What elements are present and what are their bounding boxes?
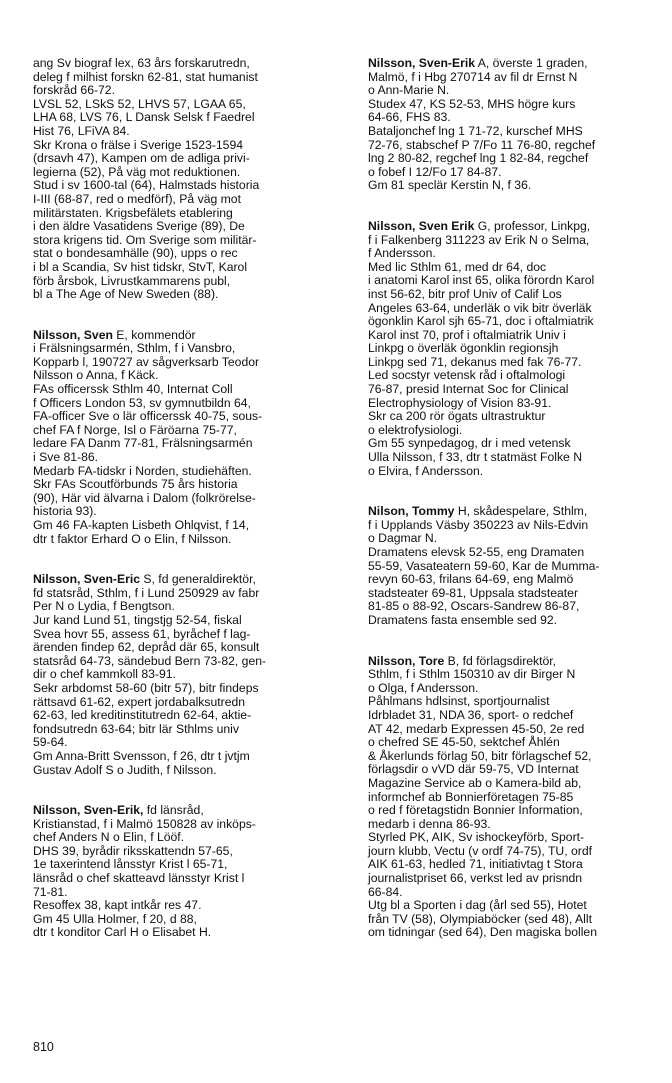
entry-line xyxy=(368,845,672,859)
entry-line xyxy=(33,899,338,913)
entry-text: DHS 39, byrådir riksskattendn 57-65, xyxy=(33,843,233,858)
entry-line xyxy=(368,872,672,886)
entry-text: Gm 55 synpedagog, dr i med vetensk xyxy=(368,436,571,451)
entry-line xyxy=(33,533,338,547)
entry-text: fondsutredn 63-64; bitr lär Sthlms univ xyxy=(33,721,239,736)
entry-line xyxy=(368,763,672,777)
entry-text: stora krigens tid. Om Sverige som militär- xyxy=(33,232,257,247)
entry-text: Studex 47, KS 52-53, MHS högre kurs xyxy=(368,96,576,111)
entry-name: Nilsson, Sven-Erik, xyxy=(33,803,144,818)
entry-line xyxy=(33,682,338,696)
entry-line xyxy=(368,709,672,723)
entry-line xyxy=(368,505,672,519)
entry-text: Magazine Service ab o Kamera-bild ab, xyxy=(368,775,582,790)
entry-line xyxy=(368,383,672,397)
entry-line xyxy=(33,166,338,180)
biography-entry xyxy=(33,804,338,940)
entry-line xyxy=(33,247,338,261)
entry-text: journalistpriset 66, verkst led av prisndn xyxy=(368,871,583,886)
entry-text: (90), Här vid älvarna i Dalom (folkrörelse- xyxy=(33,490,256,505)
entry-line xyxy=(33,872,338,886)
entry-line xyxy=(33,342,338,356)
entry-text: i Frälsningsarmén, Sthlm, f i Vansbro, xyxy=(33,341,236,356)
entry-line xyxy=(368,329,672,343)
entry-text: Hist 76, LFiVA 84. xyxy=(33,123,130,138)
entry-text: forskråd 66-72. xyxy=(33,83,115,98)
entry-text: E, kommendör xyxy=(112,327,196,342)
entry-line xyxy=(33,804,338,818)
entry-line xyxy=(368,587,672,601)
entry-text: statsråd 64-73, sändebud Bern 73-82, gen- xyxy=(33,653,267,668)
entry-line xyxy=(368,179,672,193)
entry-line xyxy=(33,451,338,465)
entry-text: Electrophysiology of Vision 83-91. xyxy=(368,395,552,410)
entry-line xyxy=(368,139,672,153)
entry-text: 71-81. xyxy=(33,884,68,899)
entry-text: LHA 68, LVS 76, L Dansk Selsk f Faedrel xyxy=(33,110,255,125)
entry-text: 66-84. xyxy=(368,884,403,899)
entry-name: Nilsson, Sven-Erik xyxy=(368,56,476,70)
entry-line xyxy=(368,546,672,560)
entry-line xyxy=(33,600,338,614)
entry-text: o Olga, f Andersson. xyxy=(368,680,479,695)
entry-text: revyn 60-63, frilans 64-69, eng Malmö xyxy=(368,572,574,587)
entry-line xyxy=(368,600,672,614)
entry-text: o Dagmar N. xyxy=(368,531,438,546)
entry-text: 64-66, FHS 83. xyxy=(368,110,451,125)
entry-line xyxy=(368,791,672,805)
entry-text: i Sve 81-86. xyxy=(33,450,99,465)
entry-text: deleg f milhist forskn 62-81, stat humanist xyxy=(33,69,258,84)
entry-text: legierna (52), På väg mot reduktionen. xyxy=(33,164,241,179)
entry-text: förlagsdir o vVD där 59-75, VD Internat xyxy=(368,762,579,777)
entry-text: rättsavd 61-62, expert jordabalksutredn xyxy=(33,694,246,709)
entry-text: Påhlmans hdlsinst, sportjournalist xyxy=(368,694,550,709)
entry-text: 76-87, presid Internat Soc for Clinical xyxy=(368,382,569,397)
entry-line xyxy=(33,519,338,533)
entry-line xyxy=(33,71,338,85)
entry-line xyxy=(33,179,338,193)
entry-line xyxy=(368,913,672,927)
entry-text: Utg bl a Sporten i dag (årl sed 55), Hotet xyxy=(368,898,587,913)
entry-text: Led socstyr vetensk råd i oftalmologi xyxy=(368,368,566,383)
entry-line xyxy=(368,886,672,900)
entry-text: FA-officer Sve o lär officerssk 40-75, sous- xyxy=(33,409,263,424)
entry-text: f Officers London 53, sv gymnutbildn 64, xyxy=(33,395,251,410)
entry-text: I-III (68-87, red o medförf), På väg mot xyxy=(33,191,241,206)
entry-text: från TV (58), Olympiaböcker (sed 48), Allt xyxy=(368,911,592,926)
entry-text: o fobef I 12/Fo 17 84-87. xyxy=(368,164,502,179)
entry-text: dtr t faktor Erhard O o Elin, f Nilsson. xyxy=(33,531,232,546)
entry-name: Nilsson, Sven xyxy=(33,327,113,342)
entry-text: o chefred SE 45-50, sektchef Åhlén xyxy=(368,735,560,750)
entry-text: f i Falkenberg 311223 av Erik N o Selma, xyxy=(368,232,590,247)
entry-text: Med lic Sthlm 61, med dr 64, doc xyxy=(368,259,547,274)
entry-line xyxy=(33,492,338,506)
entry-line xyxy=(33,709,338,723)
entry-line xyxy=(368,234,672,248)
biography-entry xyxy=(368,57,672,193)
entry-text: Resoffex 38, kapt intkår res 47. xyxy=(33,898,202,913)
entry-line xyxy=(368,71,672,85)
biography-entry xyxy=(368,505,672,627)
entry-line xyxy=(33,220,338,234)
entry-text: i bl a Scandia, Sv hist tidskr, StvT, Karol xyxy=(33,259,248,274)
entry-line xyxy=(33,628,338,642)
entry-line xyxy=(33,831,338,845)
entry-text: Skr FAs Scoutförbunds 75 års historia xyxy=(33,477,238,492)
entry-text: ärenden findep 62, depråd där 65, konsult xyxy=(33,640,260,655)
entry-line xyxy=(368,668,672,682)
entry-text: f i Upplands Väsby 350223 av Nils-Edvin xyxy=(368,517,589,532)
entry-line xyxy=(33,397,338,411)
entry-line xyxy=(368,342,672,356)
entry-line xyxy=(33,845,338,859)
entry-text: Gm 81 speclär Kerstin N, f 36. xyxy=(368,178,532,193)
entry-line xyxy=(368,397,672,411)
entry-line xyxy=(33,383,338,397)
entry-text: i anatomi Karol inst 65, olika förordn Karol xyxy=(368,273,595,288)
entry-line xyxy=(33,437,338,451)
entry-line xyxy=(33,84,338,98)
entry-line xyxy=(368,926,672,940)
entry-text: militärstaten. Krigsbefälets etablering xyxy=(33,205,233,220)
entry-line xyxy=(368,831,672,845)
entry-line xyxy=(368,166,672,180)
entry-line xyxy=(33,261,338,275)
entry-text: o Elvira, f Andersson. xyxy=(368,463,484,478)
entry-line xyxy=(368,451,672,465)
entry-line xyxy=(368,57,672,71)
entry-text: Gustav Adolf S o Judith, f Nilsson. xyxy=(33,762,217,777)
entry-line xyxy=(368,560,672,574)
entry-name: Nilsson, Sven Erik xyxy=(368,218,475,233)
entry-line xyxy=(368,750,672,764)
entry-line xyxy=(368,465,672,479)
entry-line xyxy=(368,573,672,587)
entry-text: 55-59, Vasateatern 59-60, Kar de Mumma- xyxy=(368,558,600,573)
entry-line xyxy=(368,261,672,275)
entry-line xyxy=(33,98,338,112)
entry-text: historia 93). xyxy=(33,504,97,519)
entry-text: A, överste 1 graden, xyxy=(475,56,588,70)
entry-line xyxy=(33,478,338,492)
entry-name: Nilson, Tommy xyxy=(368,504,455,519)
entry-line xyxy=(33,750,338,764)
entry-line xyxy=(33,886,338,900)
entry-line xyxy=(33,275,338,289)
entry-text: Medarb FA-tidskr i Norden, studiehäften. xyxy=(33,463,252,478)
entry-text: Skr Krona o frälse i Sverige 1523-1594 xyxy=(33,137,244,152)
entry-line xyxy=(33,641,338,655)
entry-line xyxy=(368,437,672,451)
entry-text: o red f företagstidn Bonnier Information, xyxy=(368,803,583,818)
entry-text: fd länsråd, xyxy=(143,803,204,818)
entry-text: Bataljonchef lng 1 71-72, kurschef MHS xyxy=(368,123,583,138)
entry-text: lng 2 80-82, regchef lng 1 82-84, regchef xyxy=(368,151,589,166)
biography-entry xyxy=(368,220,672,478)
entry-text: inst 56-62, bitr prof Univ of Calif Los xyxy=(368,286,562,301)
entry-text: H, skådespelare, Sthlm, xyxy=(454,504,588,519)
biography-entry xyxy=(33,573,338,777)
biography-entry xyxy=(33,57,338,302)
entry-line xyxy=(368,777,672,791)
entry-text: i den äldre Vasatidens Sverige (89), De xyxy=(33,219,245,234)
entry-line xyxy=(368,220,672,234)
entry-line xyxy=(33,587,338,601)
entry-text: 59-64. xyxy=(33,735,68,750)
entry-text: Kopparb l, 190727 av sågverksarb Teodor xyxy=(33,354,260,369)
entry-line xyxy=(33,329,338,343)
entry-line xyxy=(33,764,338,778)
entry-text: Linkpg o överläk ögonklin regionsjh xyxy=(368,341,559,356)
entry-text: ögonklin Karol sjh 65-71, doc i oftalmiatrik xyxy=(368,314,594,329)
entry-text: länsråd o chef skatteavd länsstyr Krist l xyxy=(33,871,245,886)
entry-text: ang Sv biograf lex, 63 års forskarutredn, xyxy=(33,56,250,70)
entry-text: 81-85 o 88-92, Oscars-Sandrew 86-87, xyxy=(368,599,580,614)
entry-line xyxy=(33,668,338,682)
entry-line xyxy=(33,505,338,519)
entry-name: Nilsson, Tore xyxy=(368,653,445,668)
entry-line xyxy=(33,288,338,302)
entry-line xyxy=(368,818,672,832)
entry-text: informchef ab Bonnierföretagen 75-85 xyxy=(368,789,574,804)
entry-line xyxy=(368,899,672,913)
entry-line xyxy=(33,356,338,370)
biography-entry xyxy=(33,329,338,547)
entry-text: medarb i denna 86-93. xyxy=(368,816,491,831)
entry-line xyxy=(368,804,672,818)
entry-line xyxy=(368,247,672,261)
entry-line xyxy=(33,152,338,166)
entry-line xyxy=(33,696,338,710)
left-column xyxy=(33,57,338,967)
entry-line xyxy=(368,614,672,628)
entry-line xyxy=(368,302,672,316)
entry-line xyxy=(368,356,672,370)
entry-text: AT 42, medarb Expressen 45-50, 2e red xyxy=(368,721,585,736)
entry-text: Karol inst 70, prof i oftalmiatrik Univ i xyxy=(368,327,566,342)
entry-line xyxy=(368,682,672,696)
entry-text: stat o bondesamhälle (90), upps o rec xyxy=(33,246,238,261)
entry-line xyxy=(368,410,672,424)
entry-text: Styrled PK, AIK, Sv ishockeyförb, Sport- xyxy=(368,830,585,845)
entry-text: f Andersson. xyxy=(368,246,436,261)
entry-text: chef FA f Norge, Isl o Färöarna 75-77, xyxy=(33,422,237,437)
entry-name: Nilsson, Sven-Eric xyxy=(33,572,141,587)
entry-line xyxy=(33,125,338,139)
entry-text: Sthlm, f i Sthlm 150310 av dir Birger N xyxy=(368,667,576,682)
entry-text: ledare FA Danm 77-81, Frälsningsarmén xyxy=(33,436,253,451)
entry-text: dir o chef kammkoll 83-91. xyxy=(33,667,176,682)
entry-text: B, fd förlagsdirektör, xyxy=(444,653,557,668)
entry-text: G, professor, Linkpg, xyxy=(474,218,591,233)
entry-text: Kristianstad, f i Malmö 150828 av inköps- xyxy=(33,816,256,831)
entry-line xyxy=(368,315,672,329)
entry-line xyxy=(368,274,672,288)
entry-line xyxy=(368,695,672,709)
entry-text: FAs officerssk Sthlm 40, Internat Coll xyxy=(33,382,233,397)
entry-line xyxy=(368,125,672,139)
entry-text: Stud i sv 1600-tal (64), Halmstads historia xyxy=(33,178,260,193)
entry-line xyxy=(368,111,672,125)
entry-text: S, fd generaldirektör, xyxy=(140,572,256,587)
entry-text: Gm 46 FA-kapten Lisbeth Ohlqvist, f 14, xyxy=(33,518,250,532)
entry-line xyxy=(368,152,672,166)
entry-text: Dramatens elevsk 52-55, eng Dramaten xyxy=(368,545,585,559)
entry-text: LVSL 52, LSkS 52, LHVS 57, LGAA 65, xyxy=(33,96,246,111)
entry-line xyxy=(33,369,338,383)
entry-line xyxy=(33,655,338,669)
entry-text: chef Anders N o Elin, f Lööf. xyxy=(33,830,185,845)
entry-line xyxy=(368,369,672,383)
entry-line xyxy=(33,913,338,927)
entry-line xyxy=(33,207,338,221)
entry-text: Malmö, f i Hbg 270714 av fil dr Ernst N xyxy=(368,69,578,84)
entry-line xyxy=(368,519,672,533)
entry-line xyxy=(33,573,338,587)
entry-line xyxy=(33,193,338,207)
entry-line xyxy=(368,98,672,112)
entry-text: bl a The Age of New Sweden (88). xyxy=(33,287,219,302)
entry-line xyxy=(368,84,672,98)
entry-text: Gm 45 Ulla Holmer, f 20, d 88, xyxy=(33,911,197,926)
entry-text: Svea hovr 55, assess 61, byråchef f lag- xyxy=(33,626,251,641)
entry-line xyxy=(33,723,338,737)
entry-text: Jur kand Lund 51, tingstjg 52-54, fiskal xyxy=(33,612,242,627)
entry-text: förb årsbok, Livrustkammarens publ, xyxy=(33,273,231,288)
entry-line xyxy=(33,424,338,438)
entry-text: AIK 61-63, hedled 71, initiativtag t Stora xyxy=(368,857,583,872)
entry-text: om tidningar (sed 64), Den magiska bollen xyxy=(368,925,597,940)
entry-text: Ulla Nilsson, f 33, dtr t statmäst Folke N xyxy=(368,450,583,465)
entry-text: Per N o Lydia, f Bengtson. xyxy=(33,599,175,614)
entry-text: fd statsråd, Sthlm, f i Lund 250929 av fabr xyxy=(33,585,260,600)
right-column xyxy=(368,57,672,967)
entry-line xyxy=(33,465,338,479)
entry-line xyxy=(368,532,672,546)
entry-line xyxy=(33,410,338,424)
entry-text: Linkpg sed 71, dekanus med fak 76-77. xyxy=(368,354,582,369)
entry-text: Gm Anna-Britt Svensson, f 26, dtr t jvtjm xyxy=(33,748,250,763)
entry-line xyxy=(368,736,672,750)
entry-text: 72-76, stabschef P 7/Fo 11 76-80, regchef xyxy=(368,137,596,152)
entry-text: Idrbladet 31, NDA 36, sport- o redchef xyxy=(368,707,574,722)
entry-text: journ klubb, Vectu (v ordf 74-75), TU, ordf xyxy=(368,843,592,858)
entry-text: o elektrofysiologi. xyxy=(368,422,463,437)
entry-text: o Ann-Marie N. xyxy=(368,83,450,98)
entry-line xyxy=(368,655,672,669)
entry-line xyxy=(33,614,338,628)
entry-text: 1e taxerintend lånsstyr Krist l 65-71, xyxy=(33,857,228,872)
entry-line xyxy=(368,858,672,872)
entry-text: Skr ca 200 rör ögats ultrastruktur xyxy=(368,409,546,424)
entry-text: Nilsson o Anna, f Käck. xyxy=(33,368,159,383)
entry-text: Sekr arbdomst 58-60 (bitr 57), bitr findeps xyxy=(33,680,259,695)
entry-text: & Åkerlunds förlag 50, bitr förlagschef 52, xyxy=(368,748,592,763)
entry-line xyxy=(33,818,338,832)
entry-line xyxy=(33,736,338,750)
entry-text: dtr t konditor Carl H o Elisabet H. xyxy=(33,925,212,940)
entry-text: stadsteater 69-81, Uppsala stadsteater xyxy=(368,585,579,600)
entry-line xyxy=(368,288,672,302)
entry-line xyxy=(33,139,338,153)
entry-line xyxy=(33,57,338,71)
biography-entry xyxy=(368,655,672,940)
entry-line xyxy=(33,111,338,125)
entry-text: (drsavh 47), Kampen om de adliga privi- xyxy=(33,151,250,166)
entry-text: Angeles 63-64, underläk o vik bitr överläk xyxy=(368,300,592,315)
entry-text: 62-63, led kreditinstitutredn 62-64, aktie- xyxy=(33,708,252,723)
entry-line xyxy=(368,424,672,438)
entry-line xyxy=(33,926,338,940)
page-number: 810 xyxy=(33,1040,54,1054)
entry-text: Dramatens fasta ensemble sed 92. xyxy=(368,612,558,627)
entry-line xyxy=(33,858,338,872)
entry-line xyxy=(33,234,338,248)
